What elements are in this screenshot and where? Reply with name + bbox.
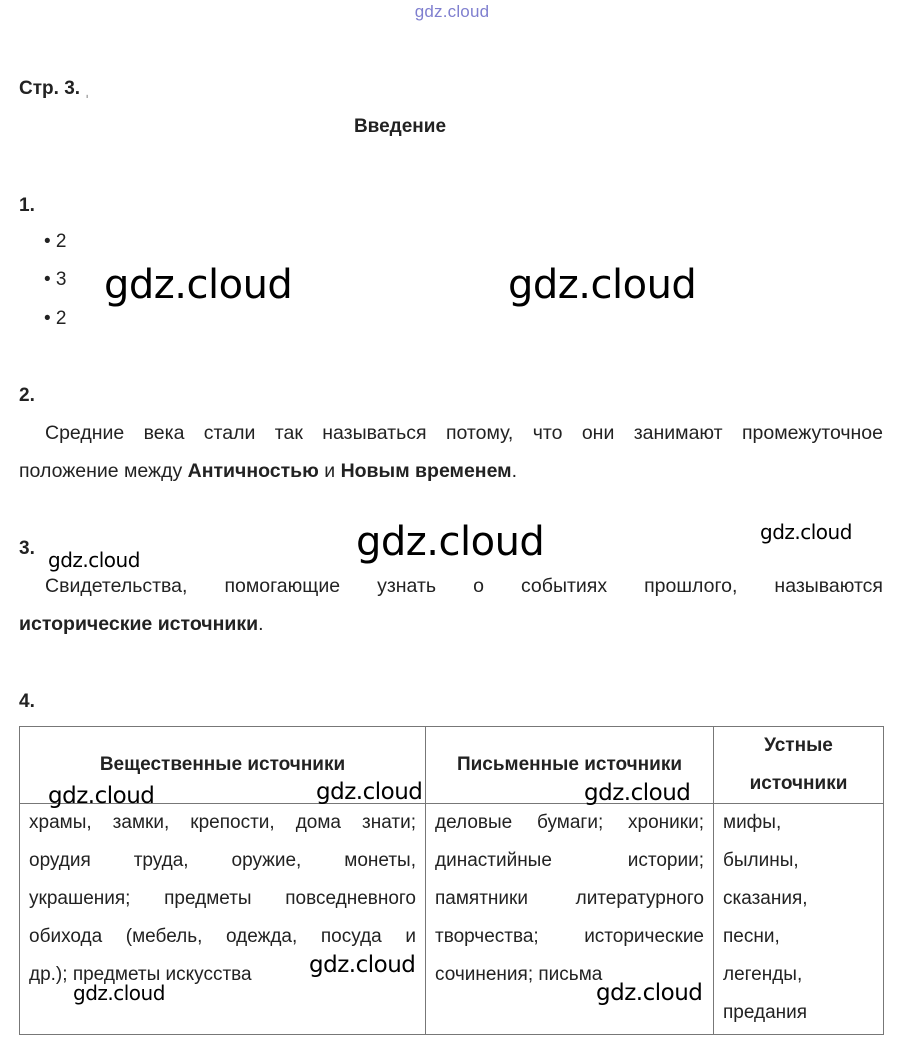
watermark: gdz.cloud — [316, 779, 423, 805]
watermark: gdz.cloud — [596, 980, 703, 1006]
material-line-2: орудия труда, оружие, монеты, — [29, 850, 416, 871]
question-2-answer — [19, 414, 883, 490]
question-2-number: 2. — [19, 385, 35, 406]
term-antiquity: Античностью — [187, 460, 319, 482]
header-written-sources: Письменные источники — [426, 727, 714, 804]
question-1-number: 1. — [19, 195, 35, 216]
question-3-period: . — [258, 613, 264, 635]
question-3-line-1: Свидетельства, помогающие узнать о событиях прошлого, называются — [45, 575, 883, 597]
header-material-sources: Вещественные источники — [20, 727, 426, 804]
question-2-line-1: Средние века стали так называться потому, что они занимают промежуточное — [45, 422, 883, 444]
section-title: Введение — [353, 116, 447, 137]
question-3-answer — [19, 567, 883, 643]
watermark: gdz.cloud — [508, 262, 697, 308]
question-2-line-2 — [19, 452, 883, 490]
question-2-joiner: и — [318, 460, 341, 482]
oral-line-1: мифы, — [723, 812, 782, 833]
cell-oral-sources — [714, 804, 884, 1035]
written-line-5: сочинения; письма — [435, 964, 603, 985]
question-4-number: 4. — [19, 691, 35, 712]
material-line-4: обихода (мебель, одежда, посуда и — [29, 926, 416, 947]
written-line-1: деловые бумаги; хроники; — [435, 812, 704, 833]
watermark: gdz.cloud — [309, 952, 416, 978]
oral-line-3: сказания, — [723, 888, 808, 909]
material-line-5: др.); предметы искусства — [29, 964, 252, 985]
page-reference — [19, 78, 90, 100]
oral-line-4: песни, — [723, 926, 780, 947]
top-watermark: gdz.cloud — [414, 2, 490, 21]
written-line-4: творчества; исторические — [435, 926, 704, 947]
oral-line-6: предания — [723, 1002, 808, 1023]
watermark: gdz.cloud — [48, 548, 140, 572]
answer-bullet-2: • 3 — [44, 269, 67, 290]
watermark: gdz.cloud — [104, 262, 293, 308]
answer-bullet-1: • 2 — [44, 231, 67, 252]
watermark: gdz.cloud — [760, 520, 852, 544]
page-reference-text: Стр. 3. — [19, 78, 81, 99]
oral-line-2: былины, — [723, 850, 799, 871]
page-reference-mark: ˌ — [84, 78, 91, 99]
written-line-2: династийные истории; — [435, 850, 704, 871]
oral-line-5: легенды, — [723, 964, 803, 985]
term-modern-times: Новым временем — [340, 460, 512, 482]
material-line-1: храмы, замки, крепости, дома знати; — [29, 812, 416, 833]
answer-bullet-3: • 2 — [44, 308, 67, 329]
watermark: gdz.cloud — [356, 519, 545, 565]
term-historical-sources: исторические источники — [19, 613, 259, 635]
written-line-3: памятники литературного — [435, 888, 704, 909]
question-3-number: 3. — [19, 538, 35, 559]
question-2-text-mid: положение между — [19, 460, 188, 482]
material-line-3: украшения; предметы повседневного — [29, 888, 416, 909]
watermark: gdz.cloud — [48, 783, 155, 809]
watermark: gdz.cloud — [73, 981, 165, 1005]
question-3-line-2 — [19, 605, 883, 643]
header-oral-sources: Устные источники — [714, 727, 884, 804]
watermark: gdz.cloud — [584, 780, 691, 806]
question-2-period: . — [511, 460, 518, 482]
